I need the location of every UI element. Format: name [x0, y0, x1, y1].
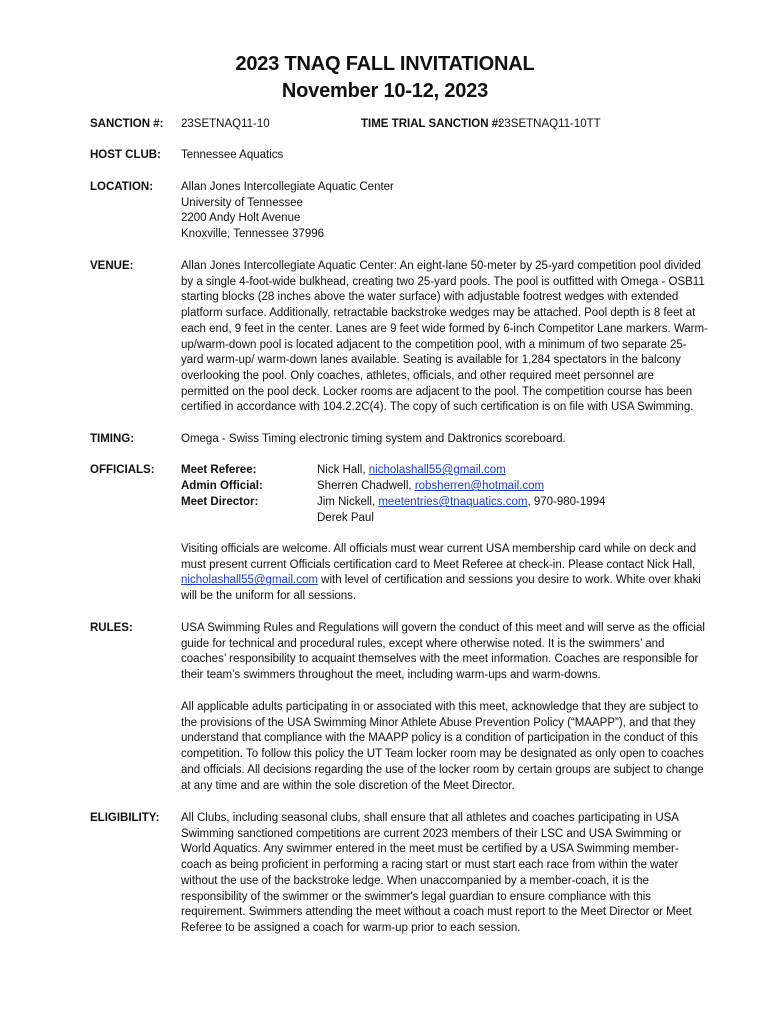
- admin-official-role: Admin Official:: [181, 480, 263, 492]
- eligibility-label: ELIGIBILITY:: [90, 812, 160, 824]
- eligibility-line: Referee to be assigned a coach for warm-up prior to each session.: [181, 921, 521, 934]
- eligibility-paragraph: [181, 811, 711, 937]
- meet-referee-email-link[interactable]: nicholashall55@gmail.com: [368, 464, 506, 476]
- meet-referee-name: Nick Hall,: [317, 464, 369, 476]
- rules-line: and officials. All decisions regarding the use of the locker room by certain groups are subject to change: [181, 763, 704, 776]
- rules-paragraph-2: [181, 700, 711, 794]
- venue-label: VENUE:: [90, 260, 134, 272]
- eligibility-line: World Aquatics. Any swimmer entered in the meet must be certified by a USA Swimming member-: [181, 843, 679, 856]
- location-line: Knoxville, Tennessee 37996: [181, 228, 325, 241]
- location-line: 2200 Andy Holt Avenue: [181, 212, 301, 225]
- venue-line: yard warm-up/ warm-down lanes available. Seating is available for 1,284 spectators in the balcony: [181, 354, 681, 367]
- meet-referee-role: Meet Referee:: [181, 464, 257, 476]
- meet-director-email-link[interactable]: meetentries@tnaquatics.com: [378, 496, 528, 508]
- meet-referee-contact: [317, 463, 506, 479]
- rules-line: understand that compliance with the MAAPP policy is a condition of participation in the conduct of this: [181, 732, 698, 745]
- visiting-line: will be the uniform for all sessions.: [181, 590, 357, 603]
- visiting-line-rest: with level of certification and sessions you desire to work. White over khaki: [317, 574, 701, 587]
- venue-line: permitted on the pool deck. Locker rooms are adjacent to the pool. The competition course has been: [181, 385, 693, 398]
- location-address: [181, 180, 711, 243]
- visiting-line: [181, 573, 711, 589]
- admin-official-name: Sherren Chadwell,: [317, 480, 415, 492]
- venue-line: each end, 9 feet in the center. Lanes are 9 feet wide formed by 6-inch Competitor Lane markers. Warm-: [181, 322, 708, 335]
- meet-director-role: Meet Director:: [181, 496, 259, 508]
- rules-line: coaches’ responsibility to acquaint themselves with the meet information. Coaches are responsible for: [181, 653, 699, 666]
- visiting-email-link[interactable]: nicholashall55@gmail.com: [181, 574, 318, 587]
- location-line: Allan Jones Intercollegiate Aquatic Center: [181, 181, 394, 193]
- visiting-line: must present current Officials certification card to Meet Referee at check-in. Please contact Nick Hall,: [181, 558, 696, 571]
- timing-value: Omega - Swiss Timing electronic timing system and Daktronics scoreboard.: [181, 433, 566, 445]
- meet-director-phone: , 970-980-1994: [527, 496, 606, 508]
- meet-director-contact: [317, 495, 605, 511]
- rules-line: guide for technical and procedural rules, except where otherwise noted. It is the swimmers’ and: [181, 637, 665, 650]
- host-club-label: HOST CLUB:: [90, 149, 161, 161]
- venue-line: up/warm-down pool is located adjacent to the competition pool, with a minimum of two separate 25-: [181, 338, 687, 351]
- meet-title: 2023 TNAQ FALL INVITATIONAL: [235, 53, 535, 75]
- sanction-value: 23SETNAQ11-10: [181, 118, 270, 130]
- visiting-officials-paragraph: [181, 542, 711, 605]
- time-trial-sanction-value: 23SETNAQ11-10TT: [498, 118, 601, 130]
- venue-description: [181, 259, 711, 416]
- venue-line: Allan Jones Intercollegiate Aquatic Center: An eight-lane 50-meter by 25-yard competition pool divided: [181, 260, 701, 272]
- rules-label: RULES:: [90, 622, 133, 634]
- admin-official-contact: [317, 479, 544, 495]
- eligibility-line: Swimming sanctioned competitions are current 2023 members of their LSC and USA Swimming or: [181, 827, 682, 840]
- eligibility-line: responsibility of the swimmer or the swimmer's legal guardian to ensure compliance with this: [181, 890, 652, 903]
- location-line: University of Tennessee: [181, 196, 303, 209]
- eligibility-line: requirement. Swimmers attending the meet without a coach must report to the Meet Director or Meet: [181, 906, 692, 919]
- meet-dates: November 10-12, 2023: [281, 80, 489, 102]
- timing-label: TIMING:: [90, 433, 135, 445]
- extra-official-name: Derek Paul: [317, 512, 374, 524]
- eligibility-line: coach as being proficient in performing a racing start or must start each race from within the water: [181, 859, 679, 872]
- rules-line: USA Swimming Rules and Regulations will govern the conduct of this meet and will serve as the official: [181, 622, 705, 634]
- venue-line: overlooking the pool. Only coaches, athletes, officials, and other required meet personnel are: [181, 369, 654, 382]
- officials-label: OFFICIALS:: [90, 464, 155, 476]
- visiting-line: Visiting officials are welcome. All officials must wear current USA membership card while on deck and: [181, 543, 697, 555]
- rules-line: All applicable adults participating in or associated with this meet, acknowledge that they are subject to: [181, 701, 699, 713]
- venue-line: platform surface. Additionally, retractable backstroke wedges may be attached. Pool depth is 8 feet at: [181, 307, 696, 320]
- sanction-label: SANCTION #:: [90, 118, 164, 130]
- meet-director-name: Jim Nickell,: [317, 496, 379, 508]
- rules-line: their team’s swimmers throughout the meet, including warm-ups and warm-downs.: [181, 669, 601, 682]
- rules-line: competition. To follow this policy the UT Team locker room may be designated as only open to coaches: [181, 748, 704, 761]
- location-label: LOCATION:: [90, 181, 154, 193]
- host-club-value: Tennessee Aquatics: [181, 149, 284, 161]
- time-trial-sanction-label: TIME TRIAL SANCTION #:: [361, 118, 502, 130]
- venue-line: by a single 4-foot-wide bulkhead, creating two 25-yard pools. The pool is outfitted with Omega - OSB11: [181, 275, 705, 288]
- venue-line: certified in accordance with 104.2.2C(4). The copy of such certification is on file with USA Swimming.: [181, 401, 694, 414]
- venue-line: starting blocks (28 inches above the water surface) with adjustable footrest wedges with extended: [181, 291, 679, 304]
- eligibility-line: All Clubs, including seasonal clubs, shall ensure that all athletes and coaches participating in USA: [181, 812, 679, 824]
- rules-line: the provisions of the USA Swimming Minor Athlete Abuse Prevention Policy (“MAAPP”), and that they: [181, 716, 696, 729]
- eligibility-line: without the use of the backstroke ledge. When unaccompanied by a member-coach, it is the: [181, 874, 649, 887]
- admin-official-email-link[interactable]: robsherren@hotmail.com: [414, 480, 545, 492]
- rules-line: at any time and are within the sole discretion of the Meet Director.: [181, 779, 515, 792]
- rules-paragraph-1: [181, 621, 711, 684]
